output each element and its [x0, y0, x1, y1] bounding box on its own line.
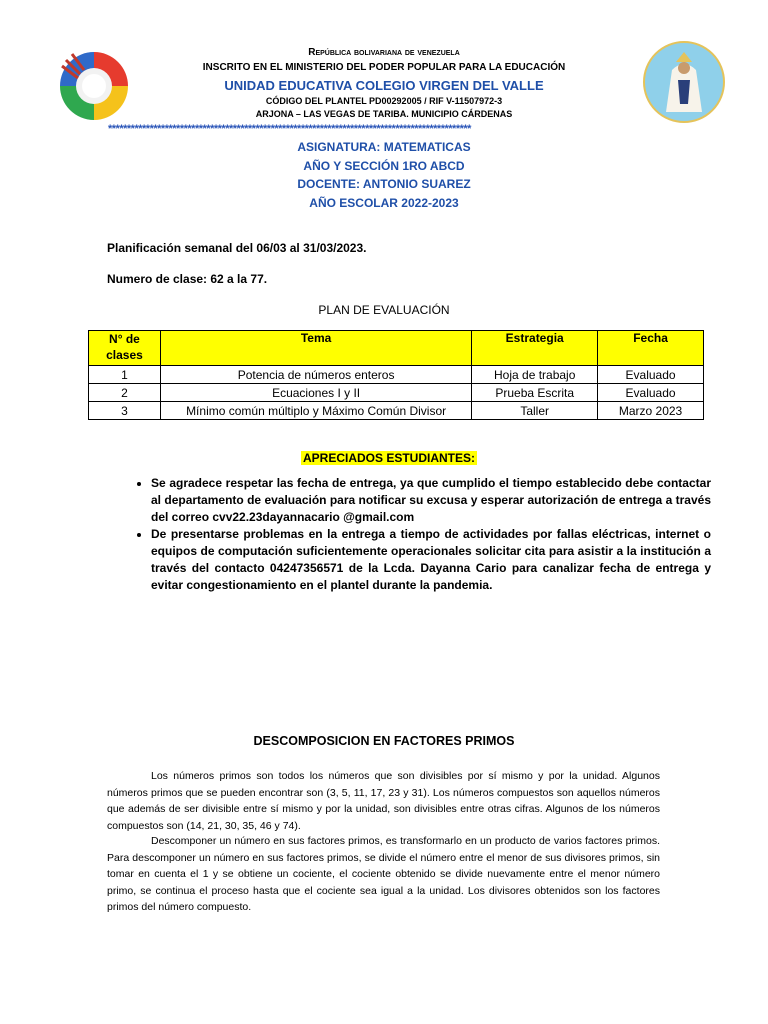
republic-line: República bolivariana de venezuela [308, 47, 460, 58]
students-notice-title: APRECIADOS ESTUDIANTES: [303, 451, 476, 465]
cell-topic: Mínimo común múltiplo y Máximo Común Divisor [160, 402, 471, 420]
cell-topic: Potencia de números enteros [160, 366, 471, 384]
cell-date: Evaluado [598, 384, 704, 402]
table-row [89, 402, 704, 420]
cell-strategy: Taller [472, 402, 598, 420]
list-item: • De presentarse problemas en la entrega a tiempo de actividades por fallas eléctricas, internet o equipos de computación suficientemente operacionales solicitar cita para asistir a la institución a través del contacto 04247356571 de la Lcda. Dayanna Cario para canalizar fecha de entrega y evitar congestionamiento en el plantel durante la pandemia. [151, 526, 711, 594]
header-date: Fecha [598, 331, 704, 366]
planning-period: Planificación semanal del 06/03 al 31/03/2023. [107, 241, 367, 255]
cell-strategy: Hoja de trabajo [472, 366, 598, 384]
cell-topic: Ecuaciones I y II [160, 384, 471, 402]
evaluation-plan-title: PLAN DE EVALUACIÓN [318, 303, 450, 317]
teacher-line: DOCENTE: ANTONIO SUAREZ [297, 177, 471, 191]
table-row [89, 366, 704, 384]
school-code: CÓDIGO DEL PLANTEL PD00292005 / RIF V-11507972-3 [265, 96, 503, 106]
star-separator: ************************************************************************************************ [108, 123, 471, 135]
class-numbers: Numero de clase: 62 a la 77. [107, 272, 268, 286]
table-row [89, 384, 704, 402]
section-title: DESCOMPOSICION EN FACTORES PRIMOS [253, 734, 515, 748]
school-address: ARJONA – LAS VEGAS DE TARIBA. MUNICIPIO CÁRDENAS [255, 109, 513, 119]
ministry-line: INSCRITO EN EL MINISTERIO DEL PODER POPULAR PARA LA EDUCACIÓN [202, 62, 566, 73]
header-class-number: N° de clases [89, 331, 161, 366]
table-header-row [89, 331, 704, 366]
evaluation-table [88, 330, 704, 420]
paragraph-decomposition: Descomponer un número en sus factores primos, es transformarlo en un producto de varios factores primos. Para descomponer un número en sus factores primos, se divide el número entre el menor de sus divisores primos, sin tomar en cuenta el 1 y se obtiene un cociente, el cociente obtenido se divide nuevamente entre el menor número primo, se continua el proceso hasta que el cociente sea igual a la unidad. Los divisores obtenidos son los factores primos del número compuesto. [107, 835, 660, 913]
notice-list [107, 475, 711, 594]
school-year-line: AÑO ESCOLAR 2022-2023 [309, 196, 459, 210]
cell-class-number: 2 [89, 384, 161, 402]
cell-class-number: 1 [89, 366, 161, 384]
paragraph-primes: Los números primos son todos los números que son divisibles por sí mismo y por la unidad. Algunos números primos que se pueden encontrar son (3, 5, 11, 17, 23 y 31). Los números compuestos son aquellos números que además de ser divisible entre sí mismo y por la unidad, son divisibles entre otras cifras. Algunos de los números compuestos son (14, 21, 30, 35, 46 y 74). [107, 770, 660, 832]
subject-line: ASIGNATURA: MATEMATICAS [297, 140, 471, 154]
header-topic: Tema [160, 331, 471, 366]
cell-date: Marzo 2023 [598, 402, 704, 420]
cell-class-number: 3 [89, 402, 161, 420]
school-name: UNIDAD EDUCATIVA COLEGIO VIRGEN DEL VALLE [224, 78, 544, 93]
cell-strategy: Prueba Escrita [472, 384, 598, 402]
section-line: AÑO Y SECCIÓN 1RO ABCD [303, 159, 465, 173]
cell-date: Evaluado [598, 366, 704, 384]
header-strategy: Estrategia [472, 331, 598, 366]
list-item: • Se agradece respetar las fecha de entrega, ya que cumplido el tiempo establecido debe contactar al departamento de evaluación para notificar su excusa y esperar autorización de entrega a través del correo cvv22.23dayannacario @gmail.com [151, 475, 711, 526]
